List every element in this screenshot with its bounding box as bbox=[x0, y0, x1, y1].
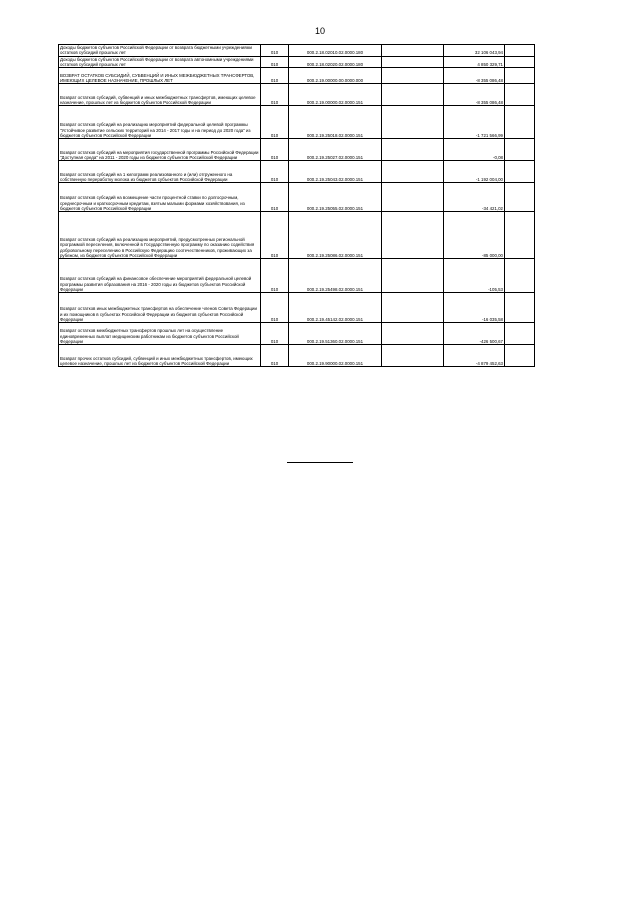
empty-cell bbox=[505, 212, 535, 259]
row-amount: -8 355 086,48 bbox=[444, 68, 505, 84]
table-row bbox=[59, 183, 535, 212]
row-amount: 4 850 329,71 bbox=[444, 56, 505, 68]
table-row bbox=[59, 84, 535, 106]
row-code: 010 bbox=[261, 183, 289, 212]
row-amount: -34 421,02 bbox=[444, 183, 505, 212]
row-name: Возврат остатков субсидий на реализацию мероприятий, предусмотренных региональной программой переселения, включенной в Государственную программу по оказанию содействия добровольному переселению в Российскую Федерацию соотечественников, проживающих за рубежом, из бюджетов субъектов Российской Федерации bbox=[59, 212, 261, 259]
row-kbk: 000.2.19.00000.00.0000.000 bbox=[289, 68, 382, 84]
row-code: 010 bbox=[261, 259, 289, 293]
separator-line bbox=[287, 462, 353, 463]
table-row bbox=[59, 293, 535, 323]
empty-cell bbox=[505, 183, 535, 212]
table-row bbox=[59, 259, 535, 293]
row-name: Возврат остатков субсидий на мероприятия государственной программы Российской Федерации "Доступная среда" на 2011 - 2020 годы из бюджетов субъектов Российской Федерации bbox=[59, 139, 261, 161]
empty-cell bbox=[505, 345, 535, 367]
row-kbk: 000.2.19.25043.02.0000.151 bbox=[289, 161, 382, 183]
row-kbk: 000.2.19.25498.02.0000.151 bbox=[289, 259, 382, 293]
empty-cell bbox=[505, 106, 535, 139]
row-amount: -8 355 086,48 bbox=[444, 84, 505, 106]
row-name: Возврат остатков субсидий, субвенций и иных межбюджетных трансфертов, имеющих целевое назначение, прошлых лет из бюджетов субъектов Российской Федерации bbox=[59, 84, 261, 106]
row-name: Возврат остатков субсидий на финансовое обеспечение мероприятий федеральной целевой программы развития образования на 2016 - 2020 годы из бюджетов субъектов Российской Федерации bbox=[59, 259, 261, 293]
row-kbk: 000.2.19.51360.02.0000.151 bbox=[289, 323, 382, 345]
row-code: 010 bbox=[261, 56, 289, 68]
table-row bbox=[59, 139, 535, 161]
row-code: 010 bbox=[261, 84, 289, 106]
row-kbk: 000.2.19.45142.02.0000.151 bbox=[289, 293, 382, 323]
budget-table bbox=[58, 44, 535, 367]
row-name: Возврат остатков субсидий на реализацию мероприятий федеральной целевой программы "Устойчивое развитие сельских территорий на 2014 - 2017 годы и на период до 2020 года" из бюджетов субъектов Российской Федерации bbox=[59, 106, 261, 139]
empty-cell bbox=[382, 161, 444, 183]
row-code: 010 bbox=[261, 45, 289, 57]
row-amount: -105,53 bbox=[444, 259, 505, 293]
row-kbk: 000.2.18.02020.02.0000.180 bbox=[289, 56, 382, 68]
empty-cell bbox=[382, 45, 444, 57]
row-code: 010 bbox=[261, 212, 289, 259]
row-code: 010 bbox=[261, 139, 289, 161]
row-code: 010 bbox=[261, 345, 289, 367]
table-row bbox=[59, 323, 535, 345]
row-kbk: 000.2.19.90000.02.0000.151 bbox=[289, 345, 382, 367]
row-name: ВОЗВРАТ ОСТАТКОВ СУБСИДИЙ, СУБВЕНЦИЙ И ИНЫХ МЕЖБЮДЖЕТНЫХ ТРАНСФЕРТОВ, ИМЕЮЩИХ ЦЕЛЕВОЕ НАЗНАЧЕНИЕ, ПРОШЛЫХ ЛЕТ bbox=[59, 68, 261, 84]
empty-cell bbox=[505, 293, 535, 323]
row-name: Возврат остатков субсидий на 1 килограмм реализованного и (или) отгруженного на собственную переработку молока из бюджетов субъектов Российской Федерации bbox=[59, 161, 261, 183]
row-amount: -426 500,67 bbox=[444, 323, 505, 345]
row-kbk: 000.2.19.25027.02.0000.151 bbox=[289, 139, 382, 161]
row-amount: -16 035,58 bbox=[444, 293, 505, 323]
table-row bbox=[59, 212, 535, 259]
table-row bbox=[59, 161, 535, 183]
empty-cell bbox=[382, 259, 444, 293]
row-name: Возврат остатков иных межбюджетных трансфертов на обеспечение членов Совета Федерации и их помощников в субъектах Российской Федерации из бюджетов субъектов Российской Федерации bbox=[59, 293, 261, 323]
table-row bbox=[59, 68, 535, 84]
row-name: Возврат остатков межбюджетных трансфертов прошлых лет на осуществление единовременных выплат медицинским работникам из бюджетов субъектов Российской Федерации bbox=[59, 323, 261, 345]
empty-cell bbox=[505, 68, 535, 84]
row-code: 010 bbox=[261, 293, 289, 323]
row-code: 010 bbox=[261, 106, 289, 139]
table-row bbox=[59, 106, 535, 139]
row-name: Возврат остатков субсидий на возмещение части процентной ставки по долгосрочным, среднесрочным и краткосрочным кредитам, взятым малыми формами хозяйствования, из бюджетов субъектов Российской Федерации bbox=[59, 183, 261, 212]
empty-cell bbox=[382, 212, 444, 259]
empty-cell bbox=[505, 84, 535, 106]
row-kbk: 000.2.18.02010.02.0000.180 bbox=[289, 45, 382, 57]
row-kbk: 000.2.19.25086.02.0000.151 bbox=[289, 212, 382, 259]
page-number: 10 bbox=[314, 26, 325, 36]
row-amount: -4 879 452,63 bbox=[444, 345, 505, 367]
empty-cell bbox=[505, 323, 535, 345]
row-code: 010 bbox=[261, 323, 289, 345]
empty-cell bbox=[505, 259, 535, 293]
empty-cell bbox=[382, 84, 444, 106]
row-amount: -1 721 566,99 bbox=[444, 106, 505, 139]
row-code: 010 bbox=[261, 161, 289, 183]
empty-cell bbox=[382, 106, 444, 139]
table-row bbox=[59, 345, 535, 367]
empty-cell bbox=[505, 139, 535, 161]
row-code: 010 bbox=[261, 68, 289, 84]
empty-cell bbox=[505, 56, 535, 68]
empty-cell bbox=[382, 68, 444, 84]
empty-cell bbox=[382, 139, 444, 161]
row-name: Доходы бюджетов субъектов Российской Федерации от возврата автономными учреждениями остатков субсидий прошлых лет bbox=[59, 56, 261, 68]
empty-cell bbox=[505, 161, 535, 183]
table-row bbox=[59, 45, 535, 57]
row-amount: -1 192 004,00 bbox=[444, 161, 505, 183]
row-name: Доходы бюджетов субъектов Российской Федерации от возврата бюджетными учреждениями остатков субсидий прошлых лет bbox=[59, 45, 261, 57]
row-amount: 32 106 043,94 bbox=[444, 45, 505, 57]
row-name: Возврат прочих остатков субсидий, субвенций и иных межбюджетных трансфертов, имеющих целевое назначение, прошлых лет из бюджетов субъектов Российской Федерации bbox=[59, 345, 261, 367]
table-row bbox=[59, 56, 535, 68]
empty-cell bbox=[382, 345, 444, 367]
row-kbk: 000.2.19.25055.02.0000.151 bbox=[289, 183, 382, 212]
empty-cell bbox=[382, 56, 444, 68]
row-kbk: 000.2.19.25018.02.0000.151 bbox=[289, 106, 382, 139]
row-amount: -85 000,00 bbox=[444, 212, 505, 259]
row-kbk: 000.2.19.00000.02.0000.151 bbox=[289, 84, 382, 106]
row-amount: -0,08 bbox=[444, 139, 505, 161]
empty-cell bbox=[505, 45, 535, 57]
empty-cell bbox=[382, 293, 444, 323]
empty-cell bbox=[382, 323, 444, 345]
empty-cell bbox=[382, 183, 444, 212]
